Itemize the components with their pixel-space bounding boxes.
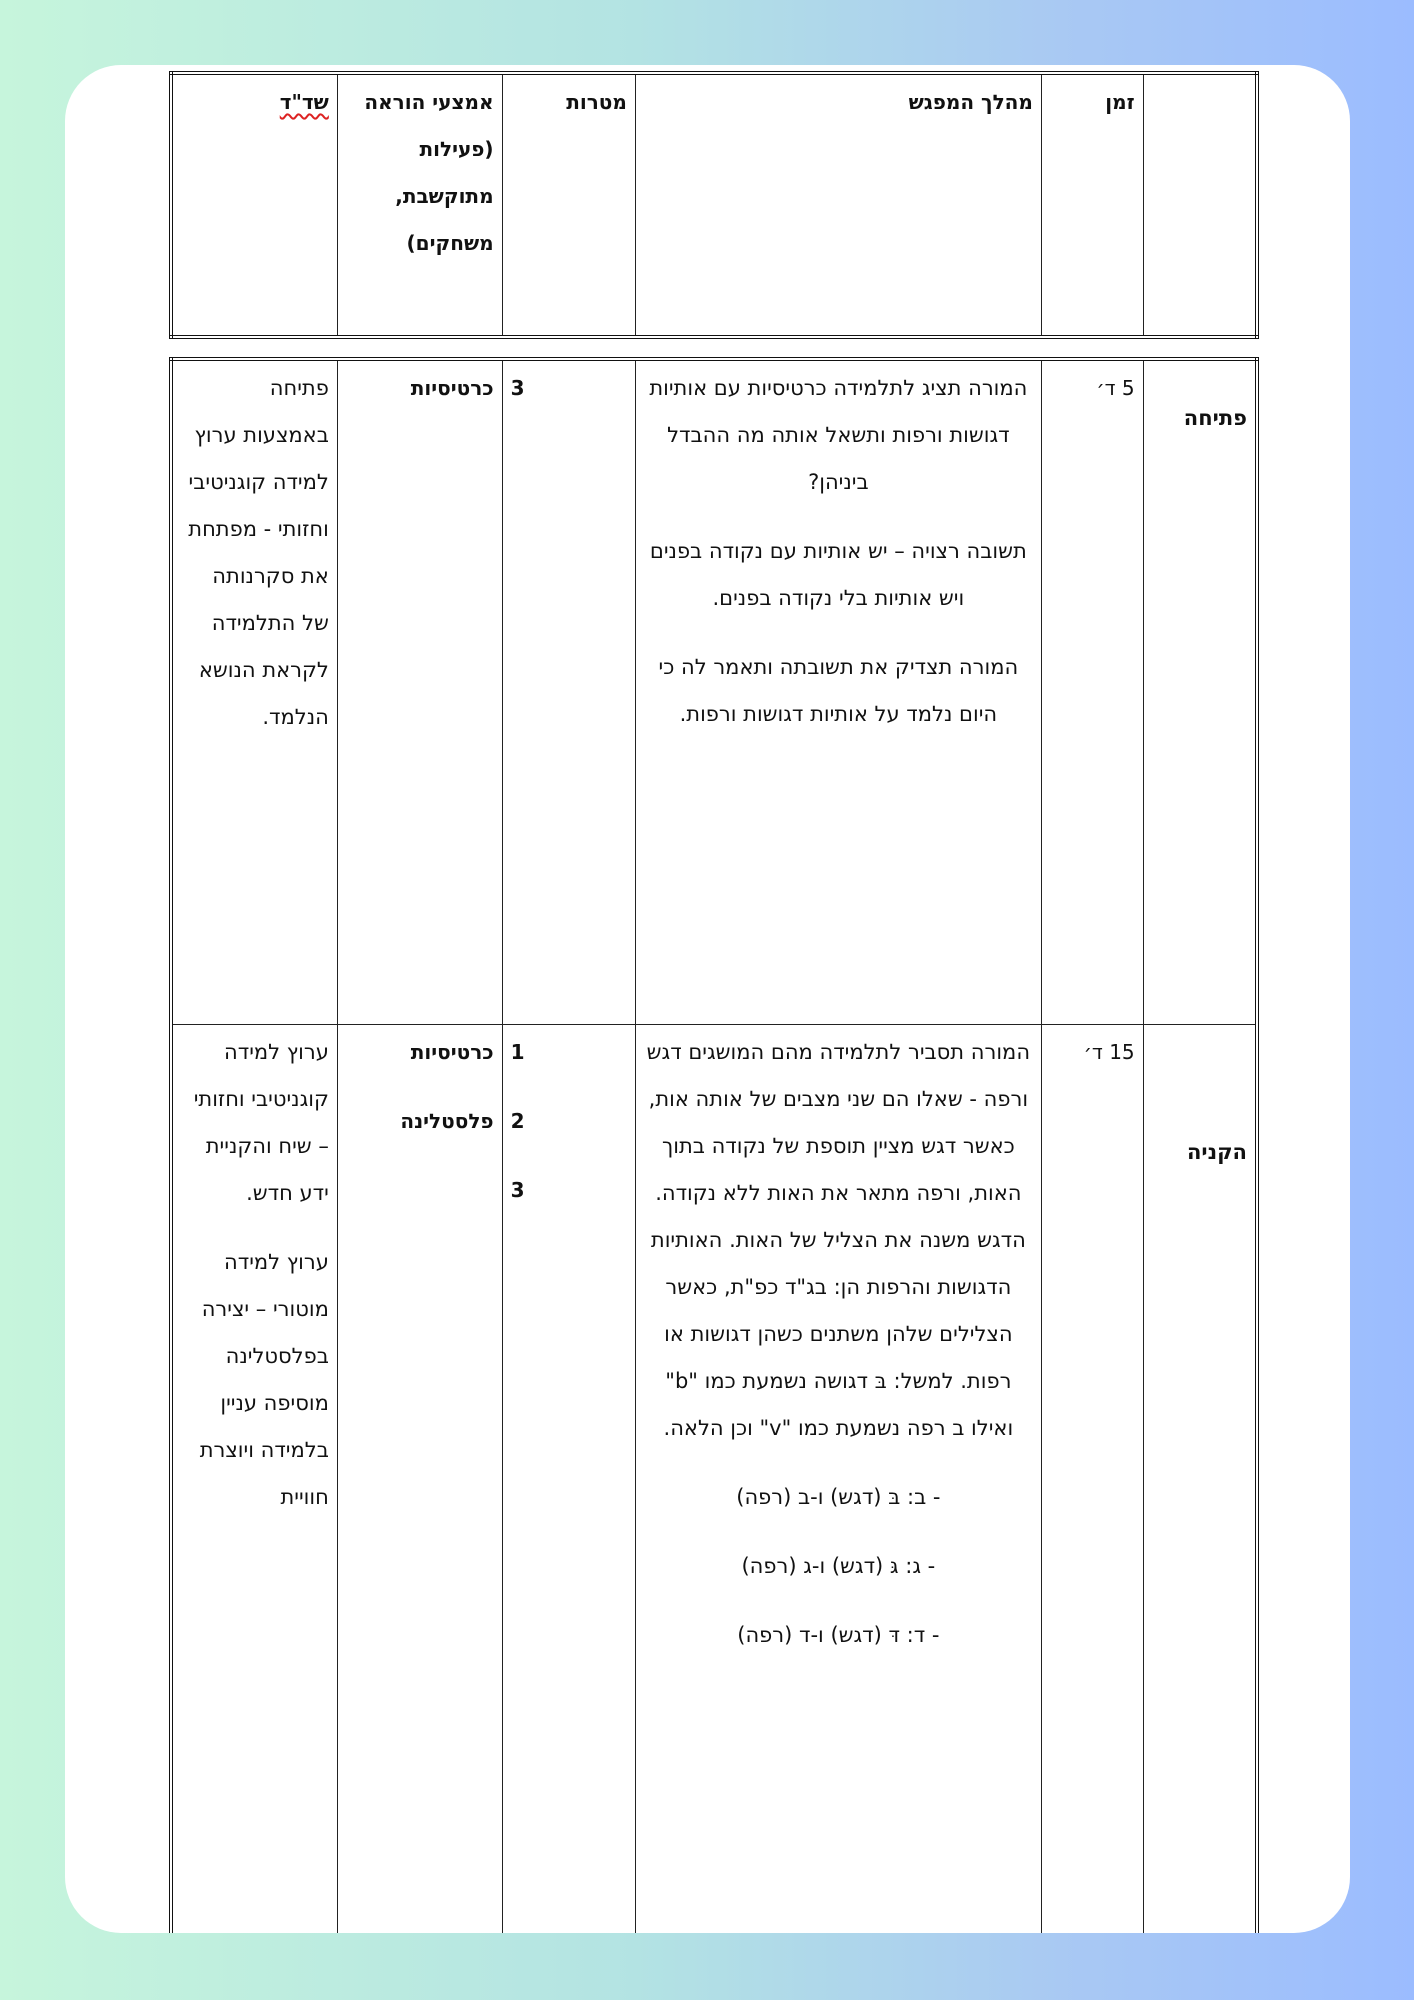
header-rationale [171, 73, 337, 337]
process-bullet: - ב: בּ (דגש) ו-ב (רפה) [736, 1485, 941, 1509]
process-paragraph: תשובה רצויה – יש אותיות עם נקודה בפנים ויש אותיות בלי נקודה בפנים. [649, 539, 1027, 610]
lesson-plan-document [167, 65, 1262, 1933]
means-cell [337, 1025, 502, 1934]
goals-cell [502, 1025, 635, 1934]
goal-number: 2 [510, 1109, 525, 1133]
means-cell [337, 359, 502, 1025]
header-goals: מטרות [502, 73, 635, 337]
stage-label: פתיחה [1183, 406, 1247, 430]
rationale-text: ערוץ למידה מוטורי – יצירה בפלסטלינה מוסיפה עניין בלמידה ויוצרת חוויית [199, 1250, 329, 1509]
table-row [171, 359, 1257, 1025]
process-paragraph: המורה תציג לתלמידה כרטיסיות עם אותיות דגושות ורפות ותשאל אותה מה ההבדל ביניהן? [649, 376, 1028, 494]
lesson-plan-body [169, 357, 1259, 1933]
time-cell: 5 ד׳ [1041, 359, 1143, 1025]
process-cell [635, 359, 1041, 1025]
time-cell: 15 ד׳ [1041, 1025, 1143, 1934]
process-paragraph: המורה תסביר לתלמידה מהם המושגים דגש ורפה - שאלו הם שני מצבים של אותה אות, כאשר דגש מציין תוספת של נקודה בתוך האות, ורפה מתאר את האות ללא נקודה. הדגש משנה את הצליל של האות. האותיות הדגושות והרפות הן: בג"ד כפ"ת, כאשר הצלילים שלהן משתנים כשהן דגושות או רפות. למשל: בּ דגושה נשמעת כמו "b" ואילו ב רפה נשמעת כמו "v" וכן הלאה. [646, 1040, 1031, 1440]
means-item: כרטיסיות [410, 376, 494, 400]
rationale-cell [171, 359, 337, 1025]
rationale-cell [171, 1025, 337, 1934]
means-item: כרטיסיות [410, 1040, 494, 1064]
process-bullet: - ג: גּ (דגש) ו-ג (רפה) [741, 1554, 936, 1578]
stage-cell [1143, 1025, 1257, 1934]
rationale-text: ערוץ למידה קוגניטיבי וחזותי – שיח והקניית ידע חדש. [193, 1040, 329, 1205]
means-item: פלסטלינה [400, 1109, 494, 1133]
stage-label: הקניה [1186, 1140, 1247, 1164]
goal-number: 3 [510, 1178, 525, 1202]
goals-cell [502, 359, 635, 1025]
page-card [65, 65, 1350, 1933]
header-process: מהלך המפגש [635, 73, 1041, 337]
header-stage [1143, 73, 1257, 337]
goal-number: 1 [510, 1040, 525, 1064]
table-row [171, 1025, 1257, 1934]
process-paragraph: המורה תצדיק את תשובתה ותאמר לה כי היום נלמד על אותיות דגושות ורפות. [658, 655, 1019, 726]
stage-cell [1143, 359, 1257, 1025]
header-rationale-label: שד"ד [279, 90, 329, 114]
header-means: אמצעי הוראה (פעילות מתוקשבת, משחקים) [337, 73, 502, 337]
header-time: זמן [1041, 73, 1143, 337]
lesson-plan-header [169, 71, 1259, 339]
goal-number: 3 [510, 376, 525, 400]
rationale-text: פתיחה באמצעות ערוץ למידה קוגניטיבי וחזותי - מפתחת את סקרנותה של התלמידה לקראת הנושא הנלמד. [188, 376, 329, 729]
process-cell [635, 1025, 1041, 1934]
process-bullet: - ד: דּ (דגש) ו-ד (רפה) [737, 1623, 940, 1647]
